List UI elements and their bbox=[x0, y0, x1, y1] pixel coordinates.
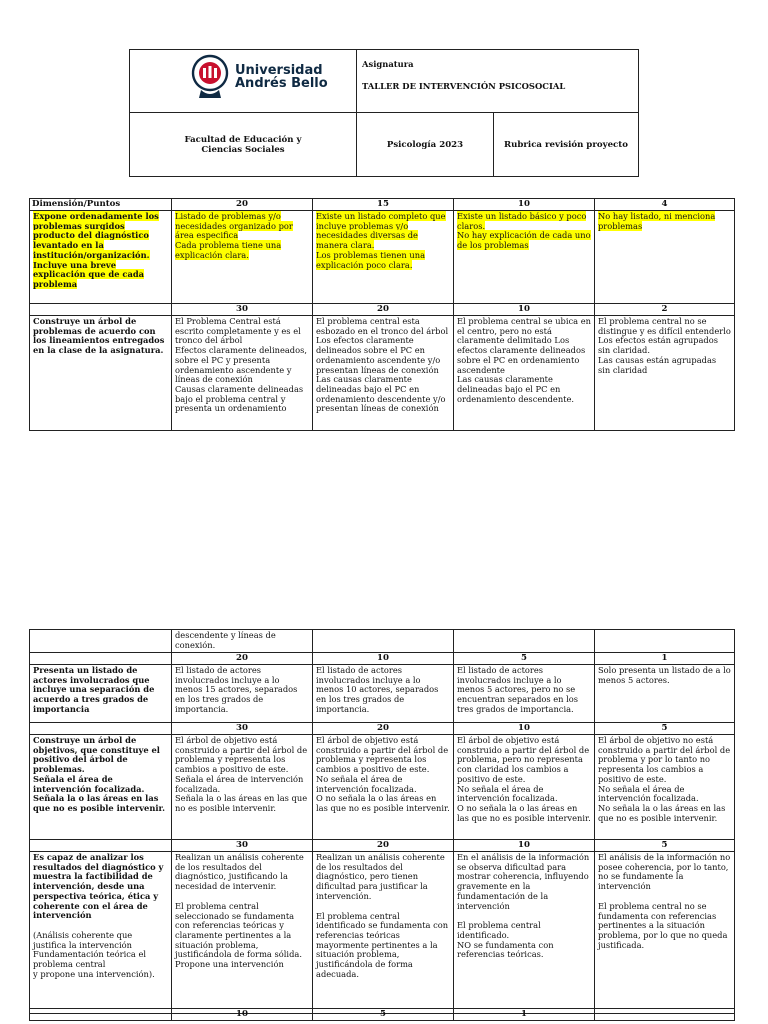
points-cell: 10 bbox=[454, 304, 595, 316]
rubric-row-continuation bbox=[30, 630, 735, 653]
criteria-cell: El análisis de la información no posee coherencia, por lo tanto, no se fundamente la intervención El problema central no se fundamenta con referencias pertinentes a la situación problema, por lo que no queda justificada. bbox=[595, 852, 735, 1014]
points-cell: 1 bbox=[454, 1009, 595, 1021]
criteria-cell: El problema central no se distingue y es difícil entenderlo Los efectos están agrupados sin claridad. Las causas están agrupadas sin claridad bbox=[595, 316, 735, 431]
points-header-row bbox=[30, 199, 735, 211]
dimension-header: Dimensión/Puntos bbox=[30, 199, 172, 211]
criteria-cell: El árbol de objetivo está construido a partir del árbol de problema y representa los cambios a positivo de este. Señala el área de intervención focalizada. Señala la o las áreas en las que no es posible intervenir. bbox=[172, 735, 313, 840]
asignatura-cell bbox=[357, 50, 639, 113]
criteria-cell: El árbol de objetivo está construido a partir del árbol de problema, pero no representa con claridad los cambios a positivo de este. No señala el área de intervención focalizada. O no señala la o las áreas en las que no es posible intervenir. bbox=[454, 735, 595, 840]
dimension-cell: Construye un árbol de problemas de acuerdo con los lineamientos entregados en la clase de la asignatura. bbox=[30, 316, 172, 431]
criteria-cell: Solo presenta un listado de a lo menos 5 actores. bbox=[595, 665, 735, 723]
points-row bbox=[30, 840, 735, 852]
criteria-cell: Existe un listado completo que incluye problemas y/o necesidades diversas de manera clara. Los problemas tienen una explicación poco clara. bbox=[313, 211, 454, 304]
criteria-cell: El árbol de objetivo no está construido a partir del árbol de problema y por lo tanto no representa los cambios a positivo de este. No señala el área de intervención focalizada. No señala la o las áreas en las que no es posible intervenir. bbox=[595, 735, 735, 840]
dimension-cell: Expone ordenadamente los problemas surgidos producto del diagnóstico levantado en la institución/organización. Incluye una breve explicación que de cada problema bbox=[30, 211, 172, 304]
dimension-cell: Es capaz de analizar los resultados del diagnóstico y muestra la factibilidad de intervención, desde una perspectiva teórica, ética y coherente con el área de intervención (Análisis coherente que justifica la intervención Fundamentación teórica el problema central y propone una intervención). bbox=[30, 852, 172, 1014]
criteria-cell: En el análisis de la información se observa dificultad para mostrar coherencia, influyendo gravemente en la fundamentación de la intervención El problema central identificado. NO se fundamenta con referencias teóricas. bbox=[454, 852, 595, 1014]
points-cell: 4 bbox=[595, 199, 735, 211]
facultad-cell: Facultad de Educación y Ciencias Sociales bbox=[130, 113, 357, 177]
rubric-table-part3 bbox=[29, 1008, 735, 1021]
points-cell: 5 bbox=[595, 840, 735, 852]
points-cell: 30 bbox=[172, 840, 313, 852]
criteria-cell: El problema central se ubica en el centro, pero no está claramente delimitado Los efectos claramente delineados sobre el PC en ordenamiento ascendente Las causas claramente delineadas bajo el PC en ordenamiento descendente. bbox=[454, 316, 595, 431]
university-logo bbox=[191, 54, 351, 100]
points-cell: 2 bbox=[595, 304, 735, 316]
points-cell: 1 bbox=[595, 653, 735, 665]
points-cell: 10 bbox=[313, 653, 454, 665]
asignatura-title: TALLER DE INTERVENCIÓN PSICOSOCIAL bbox=[362, 81, 566, 91]
criteria-cell: Realizan un análisis coherente de los resultados del diagnóstico, justificando la necesidad de intervenir. El problema central seleccionado se fundamenta con referencias teóricas y claramente pertinentes a la situación problema, justificándola de forma sólida. Propone una intervención bbox=[172, 852, 313, 1014]
criteria-cell: El problema central esta esbozado en el tronco del árbol Los efectos claramente delineados sobre el PC en ordenamiento ascendente y/o presentan líneas de conexión Las causas claramente delineadas bajo el PC en ordenamiento descendente y/o presentan líneas de conexión bbox=[313, 316, 454, 431]
criteria-cell: Listado de problemas y/o necesidades organizado por área especifica Cada problema tiene una explicación clara. bbox=[172, 211, 313, 304]
asignatura-label: Asignatura bbox=[362, 59, 414, 69]
points-row bbox=[30, 304, 735, 316]
points-cell: 15 bbox=[313, 199, 454, 211]
criteria-cell: El árbol de objetivo está construido a partir del árbol de problema y representa los cambios a positivo de este. No señala el área de intervención focalizada. O no señala la o las áreas en las que no es posible intervenir. bbox=[313, 735, 454, 840]
criteria-cell: El Problema Central está escrito completamente y es el tronco del árbol Efectos claramente delineados, sobre el PC y presenta ordenamiento ascendente y líneas de conexión Causas claramente delineadas bajo el problema central y presenta un ordenamiento bbox=[172, 316, 313, 431]
rubric-row-objective-tree bbox=[30, 735, 735, 840]
university-name: Universidad Andrés Bello bbox=[235, 62, 328, 91]
criteria-cell: Existe un listado básico y poco claros. No hay explicación de cada uno de los problemas bbox=[454, 211, 595, 304]
points-cell: 20 bbox=[313, 840, 454, 852]
points-cell: 20 bbox=[172, 199, 313, 211]
criteria-cell: El listado de actores involucrados incluye a lo menos 10 actores, separados en los tres grados de importancia. bbox=[313, 665, 454, 723]
rubric-row-analysis bbox=[30, 852, 735, 1014]
dimension-cell: Construye un árbol de objetivos, que constituye el positivo del árbol de problemas. Señala el área de intervención focalizada. Señala la o las áreas en las que no es posible intervenir. bbox=[30, 735, 172, 840]
rubric-row-problems bbox=[30, 211, 735, 304]
points-cell: 10 bbox=[454, 840, 595, 852]
points-row bbox=[30, 1009, 735, 1021]
rubric-row-actors bbox=[30, 665, 735, 723]
points-cell: 20 bbox=[313, 723, 454, 735]
points-cell: 20 bbox=[313, 304, 454, 316]
carrera-cell: Psicología 2023 bbox=[357, 113, 494, 177]
criteria-cell: El listado de actores involucrados incluye a lo menos 15 actores, separados en los tres grados de importancia. bbox=[172, 665, 313, 723]
points-row bbox=[30, 723, 735, 735]
points-cell: 5 bbox=[454, 653, 595, 665]
criteria-cell: No hay listado, ni menciona problemas bbox=[595, 211, 735, 304]
points-cell: 30 bbox=[172, 304, 313, 316]
criteria-cell: El listado de actores involucrados incluye a lo menos 5 actores, pero no se encuentran separados en los tres grados de importancia. bbox=[454, 665, 595, 723]
criteria-cell: Realizan un análisis coherente de los resultados del diagnóstico, pero tienen dificultad para justificar la intervención. El problema central identificado se fundamenta con referencias teóricas mayormente pertinentes a la situación problema, justificándola de forma adecuada. bbox=[313, 852, 454, 1014]
rubric-row-problem-tree bbox=[30, 316, 735, 431]
rubric-table-part2 bbox=[29, 629, 735, 1014]
criteria-cell: descendente y líneas de conexión. bbox=[172, 630, 313, 653]
points-cell: 10 bbox=[172, 1009, 313, 1021]
points-cell: 10 bbox=[454, 199, 595, 211]
points-cell: 30 bbox=[172, 723, 313, 735]
points-cell: 20 bbox=[172, 653, 313, 665]
logo-cell bbox=[130, 50, 357, 113]
points-cell: 5 bbox=[313, 1009, 454, 1021]
rubrica-cell: Rubrica revisión proyecto bbox=[494, 113, 639, 177]
rubric-table-part1 bbox=[29, 198, 735, 431]
points-row bbox=[30, 653, 735, 665]
header-table bbox=[129, 49, 639, 177]
points-cell: 10 bbox=[454, 723, 595, 735]
dimension-cell: Presenta un listado de actores involucrados que incluye una separación de acuerdo a tres grados de importancia bbox=[30, 665, 172, 723]
university-emblem-icon bbox=[191, 54, 229, 100]
points-cell: 5 bbox=[595, 723, 735, 735]
